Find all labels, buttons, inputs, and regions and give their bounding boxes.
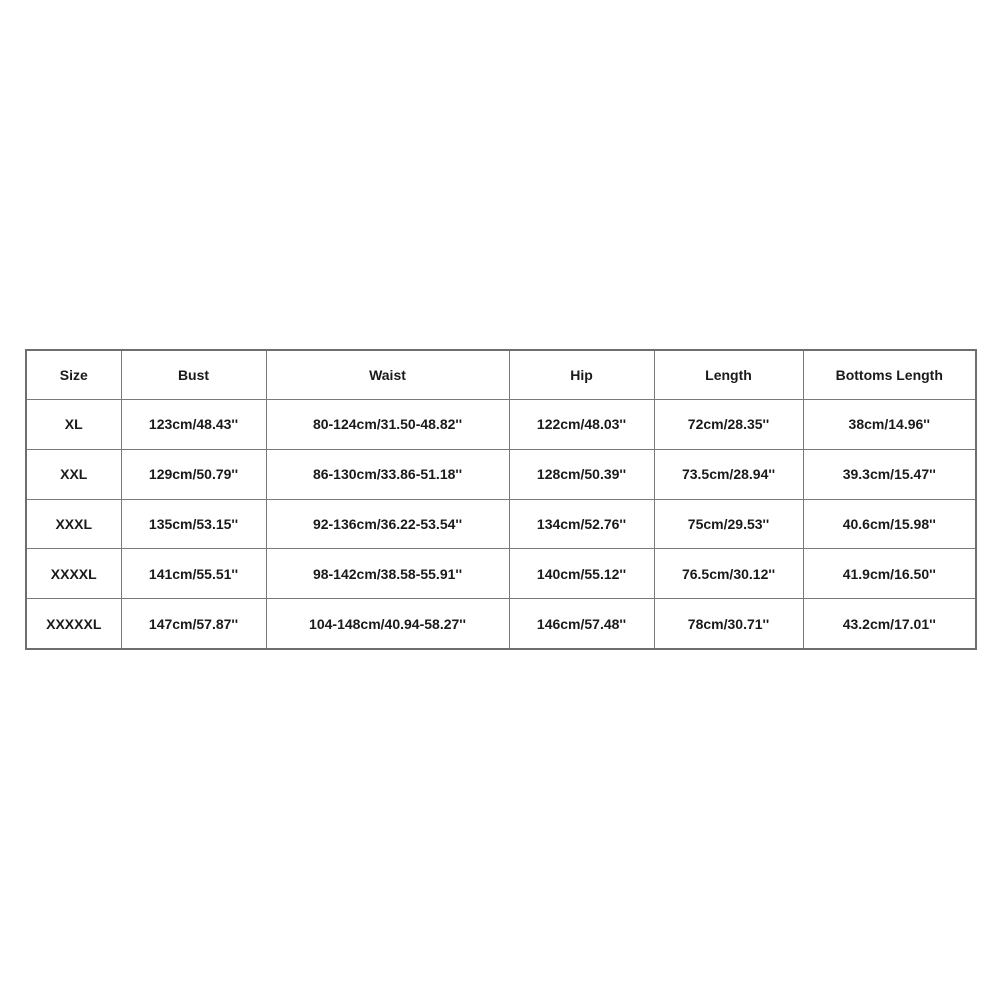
cell-size: XXXXL xyxy=(26,549,121,599)
cell-bottoms-length: 39.3cm/15.47'' xyxy=(803,449,976,499)
table-row xyxy=(26,549,976,599)
cell-hip: 134cm/52.76'' xyxy=(509,499,654,549)
cell-bottoms-length: 41.9cm/16.50'' xyxy=(803,549,976,599)
cell-length: 78cm/30.71'' xyxy=(654,599,803,649)
table-header-row xyxy=(26,350,976,400)
cell-length: 72cm/28.35'' xyxy=(654,400,803,450)
header-bottoms-length: Bottoms Length xyxy=(803,350,976,400)
cell-length: 73.5cm/28.94'' xyxy=(654,449,803,499)
cell-bottoms-length: 38cm/14.96'' xyxy=(803,400,976,450)
cell-length: 75cm/29.53'' xyxy=(654,499,803,549)
cell-hip: 128cm/50.39'' xyxy=(509,449,654,499)
header-waist: Waist xyxy=(266,350,509,400)
header-length: Length xyxy=(654,350,803,400)
table-row xyxy=(26,499,976,549)
cell-bust: 123cm/48.43'' xyxy=(121,400,266,450)
cell-size: XXXXXL xyxy=(26,599,121,649)
cell-bottoms-length: 40.6cm/15.98'' xyxy=(803,499,976,549)
header-hip: Hip xyxy=(509,350,654,400)
cell-size: XXXL xyxy=(26,499,121,549)
cell-bust: 147cm/57.87'' xyxy=(121,599,266,649)
cell-waist: 98-142cm/38.58-55.91'' xyxy=(266,549,509,599)
cell-waist: 104-148cm/40.94-58.27'' xyxy=(266,599,509,649)
cell-waist: 80-124cm/31.50-48.82'' xyxy=(266,400,509,450)
cell-bust: 135cm/53.15'' xyxy=(121,499,266,549)
table-row xyxy=(26,400,976,450)
cell-waist: 86-130cm/33.86-51.18'' xyxy=(266,449,509,499)
cell-hip: 140cm/55.12'' xyxy=(509,549,654,599)
size-chart-table xyxy=(25,349,977,650)
cell-bust: 129cm/50.79'' xyxy=(121,449,266,499)
header-size: Size xyxy=(26,350,121,400)
cell-bottoms-length: 43.2cm/17.01'' xyxy=(803,599,976,649)
cell-size: XL xyxy=(26,400,121,450)
cell-bust: 141cm/55.51'' xyxy=(121,549,266,599)
header-bust: Bust xyxy=(121,350,266,400)
table-row xyxy=(26,599,976,649)
cell-hip: 122cm/48.03'' xyxy=(509,400,654,450)
cell-waist: 92-136cm/36.22-53.54'' xyxy=(266,499,509,549)
cell-hip: 146cm/57.48'' xyxy=(509,599,654,649)
cell-size: XXL xyxy=(26,449,121,499)
cell-length: 76.5cm/30.12'' xyxy=(654,549,803,599)
table-row xyxy=(26,449,976,499)
